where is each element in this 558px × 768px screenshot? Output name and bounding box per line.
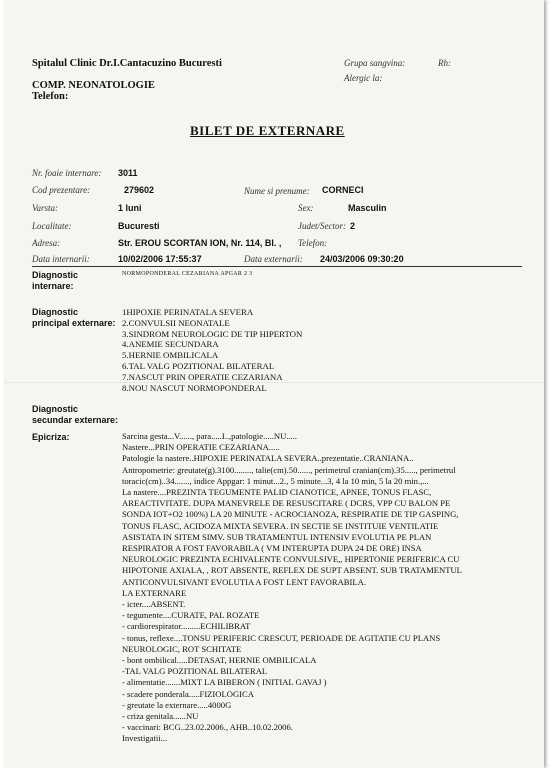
epicriza-label: Epicriza: (32, 432, 70, 442)
department-name: COMP. NEONATOLOGIE (32, 80, 155, 91)
admit-value: 10/02/2006 17:55:37 (118, 254, 202, 264)
phone2-label: Telefon: (298, 238, 328, 248)
sex-value: Masculin (348, 203, 387, 213)
epicriza-line: - scadere ponderala.....FIZIOLOGICA (122, 688, 254, 699)
allergy-label: Alergic la: (344, 73, 383, 83)
epicriza-line: SONDA IOT+O2 100%) LA 20 MINUTE - ACROCIANOZA, RESPIRATIE DE TIP GASPING, (122, 509, 459, 520)
epicriza-line: - criza genitala......NU (122, 711, 199, 722)
patient-name: CORNECI (322, 185, 364, 195)
discharge-label: Data externarii: (244, 254, 303, 264)
diag-item: 1HIPOXIE PERINATALA SEVERA (122, 307, 254, 317)
address-label: Adresa: (32, 238, 61, 248)
epicriza-line: La nastere....PREZINTA TEGUMENTE PALID CIANOTICE, APNEE, TONUS FLASC, (122, 487, 432, 498)
epicriza-line: Patologie la nastere..HIPOXIE PERINATALA SEVERA..prezentatie..CRANIANA.. (122, 453, 414, 464)
diag-principal-list (122, 307, 302, 393)
epicriza-line: LA EXTERNARE (122, 587, 187, 598)
diag-item: 5.HERNIE OMBILICALA (122, 350, 219, 361)
locality-label: Localitate: (32, 221, 72, 231)
epicriza-line: - cardiorespirator.........ECHILIBRAT (122, 621, 251, 632)
epicriza-line: ANTICONVULSIVANT EVOLUTIA A FOST LENT FAVORABILA. (122, 576, 366, 587)
epicriza-line: - tegumente....CURATE, PAL ROZATE (122, 610, 260, 621)
phone-label: Telefon: (32, 91, 69, 102)
diag-principal-label: Diagnostic principal externare: (32, 307, 116, 328)
epicriza-line: Investigatii... (122, 733, 168, 744)
diag-item: 8.NOU NASCUT NORMOPONDERAL (122, 382, 267, 393)
county-label: Judet/Sector: (298, 221, 346, 231)
epicriza-line: - vaccinari: BCG..23.02.2006., AHB..10.02.2006. (122, 722, 293, 733)
blood-group-label: Grupa sangvina: (344, 58, 406, 68)
diag-item: 3.SINDROM NEUROLOGIC DE TIP HIPERTON (122, 328, 303, 339)
epicriza-line: NEUROLOGIC, ROT SCHITATE (122, 643, 242, 654)
diag-item: 4.ANEMIE SECUNDARA (122, 339, 219, 350)
name-label: Nume si prenume: (244, 186, 310, 196)
epicriza-line: ASISTATA IN SITEM SIMV. SUB TRATAMENTUL INTENSIV EVOLUTIA PE PLAN (122, 531, 432, 542)
county-value: 2 (350, 221, 356, 231)
epicriza-line: Antropometrie: greutate(g).3100........, talie(cm).50......, perimetrul cranian(cm).35....., perimetrul (122, 464, 456, 475)
diag-secundar-label: Diagnostic secundar externare: (32, 404, 119, 425)
age-value: 1 luni (118, 203, 142, 213)
epicriza-line: Sarcina gesta...V......, para.....I..,patologie.....NU..... (122, 431, 298, 441)
sex-label: Sex: (298, 203, 314, 213)
epicriza-line: -TAL VALG POZITIONAL BILATERAL (122, 666, 268, 677)
nr-foaie-value: 3011 (118, 168, 138, 178)
epicriza-line: HIPOTONIE AXIALA, , ROT ABSENTE, REFLEX DE SUPT ABSENT. SUB TRATAMENTUL (122, 565, 462, 576)
epicriza-line: TONUS FLASC, ACIDOZA MIXTA SEVERA. IN SECTIE SE INSTITUIE VENTILATIE (122, 520, 439, 531)
epicriza-line: - icter....ABSENT. (122, 599, 186, 610)
epicriza-line: NEUROLOGIC PREZINTA ECHIVALENTE CONVULSIVE,, HIPERTONIE PERIFERICA CU (122, 554, 460, 565)
diag-item: 7.NASCUT PRIN OPERATIE CEZARIANA (122, 371, 283, 382)
locality-value: Bucuresti (118, 221, 160, 231)
nr-foaie-label: Nr. foaie internare: (32, 168, 102, 178)
discharge-document (4, 0, 544, 768)
epicriza-line: - greutate la externare.....4000G (122, 699, 232, 710)
diag-internare-label: Diagnostic internare: (32, 270, 79, 291)
document-title: BILET DE EXTERNARE (190, 123, 345, 138)
divider (32, 266, 522, 267)
epicriza-line: - alimentatie.......MIXT LA BIBERON ( INITIAL GAVAJ ) (122, 677, 327, 688)
epicriza-line: Nastere...PRIN OPERATIE CEZARIANA..... (122, 442, 280, 453)
epicriza-text (122, 431, 462, 745)
diag-internare-value: NORMOPONDERAL CEZARIANA APGAR 2 3 (122, 271, 253, 277)
epicriza-line: RESPIRATOR A FOST FAVORABILA ( VM INTERUPTA DUPA 24 DE ORE) INSA (122, 543, 422, 554)
diag-item: 6.TAL VALG POZITIONAL BILATERAL (122, 360, 275, 371)
epicriza-line: - bont ombilical.....DETASAT, HERNIE OMBILICALA (122, 655, 317, 666)
epicriza-line: - tonus, reflexe....TONSU PERIFERIC CRESCUT, PERIOADE DE AGITATIE CU PLANS (122, 632, 441, 643)
address-value: Str. EROU SCORTAN ION, Nr. 114, Bl. , (118, 238, 282, 248)
hospital-name: Spitalul Clinic Dr.I.Cantacuzino Bucuresti (32, 58, 222, 69)
admit-label: Data internarii: (32, 254, 90, 264)
rh-label: Rh: (438, 58, 451, 68)
discharge-value: 24/03/2006 09:30:20 (320, 254, 404, 264)
cod-value: 279602 (124, 185, 155, 195)
epicriza-line: AREACTIVITATE. DUPA MANEVRELE DE RESUSCITARE ( DCRS, VPP CU BALON PE (122, 498, 451, 509)
age-label: Varsta: (32, 203, 59, 213)
cod-label: Cod prezentare: (32, 185, 91, 195)
epicriza-line: toracic(cm)..34......., indice Appgar: 1 minut...2., 5 minute...3, 4 la 10 min, 5 la 20 min.,... (122, 475, 429, 486)
diag-item: 2.CONVULSII NEONATALE (122, 317, 230, 328)
